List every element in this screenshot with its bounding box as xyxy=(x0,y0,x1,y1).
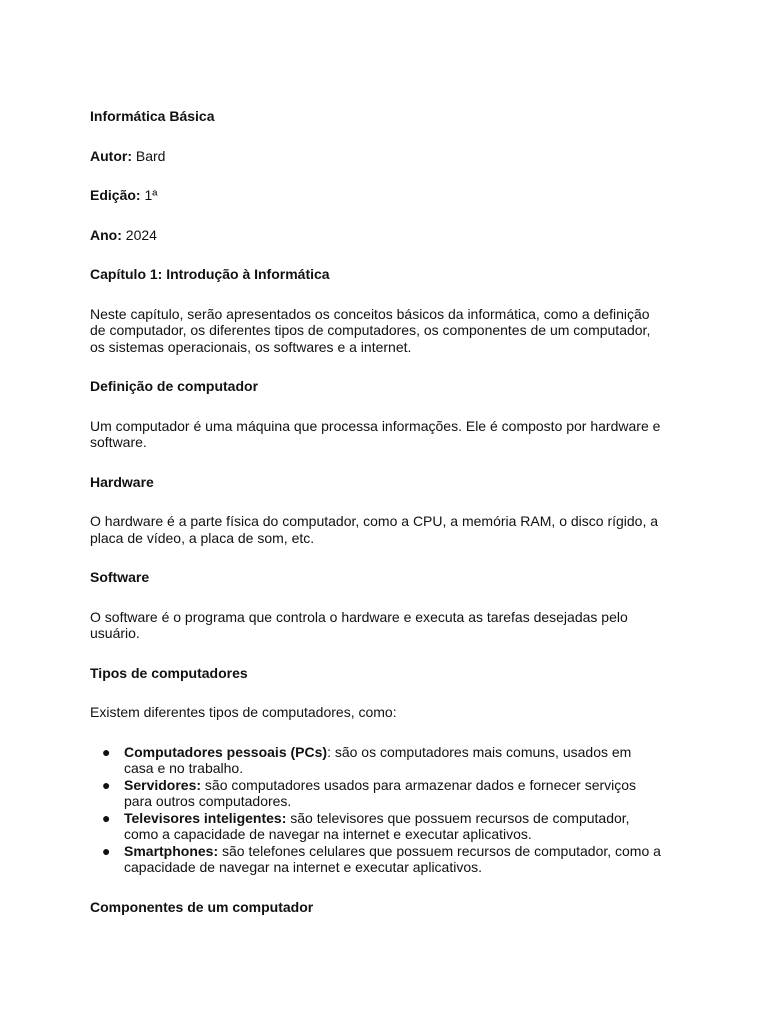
list-item-line xyxy=(124,777,670,794)
section-heading-definition: Definição de computador xyxy=(90,378,259,394)
list-item-line xyxy=(124,744,670,761)
paragraph-line: O hardware é a parte física do computador, como a CPU, a memória RAM, o disco rígido, a xyxy=(90,513,659,529)
bullet-icon: ● xyxy=(102,842,111,859)
author-line xyxy=(90,148,670,165)
bullet-icon: ● xyxy=(102,743,111,760)
chapter-title: Capítulo 1: Introdução à Informática xyxy=(90,266,330,282)
bullet-icon: ● xyxy=(102,809,111,826)
section-heading-types: Tipos de computadores xyxy=(90,664,248,681)
year-value: 2024 xyxy=(121,226,157,243)
hardware-paragraph xyxy=(90,513,670,546)
document-title: Informática Básica xyxy=(90,108,215,124)
types-intro: Existem diferentes tipos de computadores, como: xyxy=(90,704,397,720)
paragraph-line: Neste capítulo, serão apresentados os conceitos básicos da informática, como a definição xyxy=(90,305,650,322)
edition-line xyxy=(90,187,670,204)
computer-types-list xyxy=(90,744,670,876)
list-item-line: como a capacidade de navegar na internet e executar aplicativos. xyxy=(124,826,532,842)
year-label: Ano: xyxy=(90,226,122,243)
section-heading-software: Software xyxy=(90,569,150,585)
list-item-line xyxy=(124,810,670,827)
list-item-line xyxy=(124,843,670,860)
list-item-term: Televisores inteligentes: xyxy=(124,809,287,826)
paragraph-line: Um computador é uma máquina que processa informações. Ele é composto por hardware e xyxy=(90,417,661,434)
software-paragraph xyxy=(90,609,670,642)
paragraph-line: placa de vídeo, a placa de som, etc. xyxy=(90,529,315,546)
list-item-text: são computadores usados para armazenar dados e fornecer serviços xyxy=(201,776,637,793)
paragraph-line: os sistemas operacionais, os softwares e a internet. xyxy=(90,338,412,355)
list-item-term: Servidores: xyxy=(124,776,202,793)
list-item-term: Smartphones: xyxy=(124,842,219,859)
document-page xyxy=(90,108,670,938)
list-item xyxy=(102,842,670,876)
section-heading-components: Componentes de um computador xyxy=(90,898,314,915)
edition-label: Edição: xyxy=(90,187,141,203)
section-heading-hardware: Hardware xyxy=(90,473,154,490)
list-item xyxy=(102,809,670,843)
list-item-line: capacidade de navegar na internet e executar aplicativos. xyxy=(124,859,483,875)
list-item xyxy=(102,776,670,810)
list-item-text: : são os computadores mais comuns, usados em xyxy=(327,743,632,760)
list-item-text: são telefones celulares que possuem recursos de computador, como a xyxy=(218,842,661,859)
edition-value: 1ª xyxy=(140,187,158,203)
paragraph-line: O software é o programa que controla o hardware e executa as tarefas desejadas pelo xyxy=(90,608,628,625)
list-item xyxy=(102,743,670,777)
list-item-line: casa e no trabalho. xyxy=(124,760,244,776)
paragraph-line: de computador, os diferentes tipos de computadores, os componentes de um computador, xyxy=(90,322,651,338)
author-value: Bard xyxy=(132,147,166,164)
list-item-text: são televisores que possuem recursos de computador, xyxy=(286,809,630,826)
definition-paragraph xyxy=(90,418,670,451)
paragraph-line: usuário. xyxy=(90,625,140,641)
bullet-icon: ● xyxy=(102,776,111,793)
list-item-line: para outros computadores. xyxy=(124,793,292,809)
author-label: Autor: xyxy=(90,147,132,164)
paragraph-line: software. xyxy=(90,434,147,450)
list-item-term: Computadores pessoais (PCs) xyxy=(124,743,328,760)
year-line xyxy=(90,227,670,244)
intro-paragraph xyxy=(90,306,670,356)
